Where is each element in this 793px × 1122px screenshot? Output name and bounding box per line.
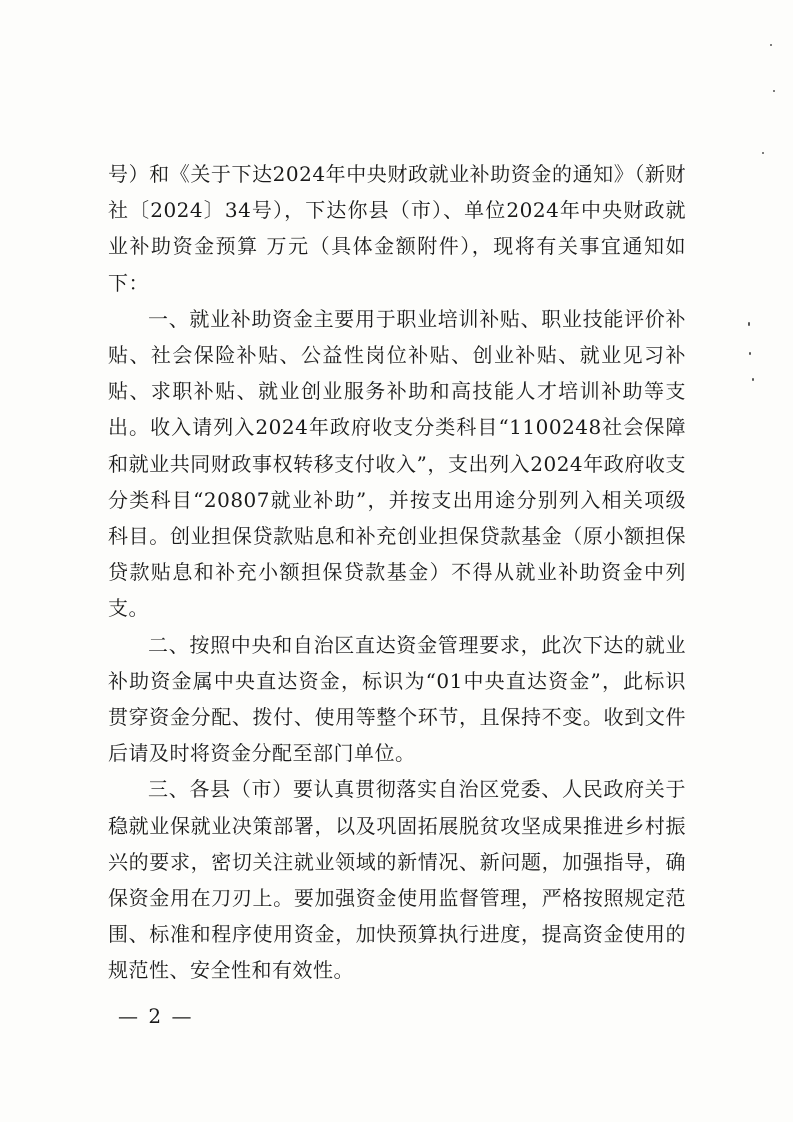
paragraph-continuation: 号）和《关于下达2024年中央财政就业补助资金的通知》（新财社〔2024〕34号），下达你县（市）、单位2024年中央财政就业补助资金预算 万元（具体金额附件），现将有关事宜通知如下： bbox=[108, 162, 686, 295]
scan-speck bbox=[762, 152, 764, 154]
scan-speck bbox=[748, 322, 750, 326]
scan-speck bbox=[749, 352, 751, 355]
scan-speck bbox=[770, 44, 772, 46]
page-number: — 2 — bbox=[118, 1004, 194, 1028]
document-body bbox=[108, 156, 686, 989]
scan-speck bbox=[752, 378, 754, 381]
paragraph-item-2: 二、按照中央和自治区直达资金管理要求，此次下达的就业补助资金属中央直达资金，标识为“01中央直达资金”，此标识贯穿资金分配、拨付、使用等整个环节，且保持不变。收到文件后请及时将资金分配至部门单位。 bbox=[108, 632, 686, 766]
paragraph-item-1: 一、就业补助资金主要用于职业培训补贴、职业技能评价补贴、社会保险补贴、公益性岗位补贴、创业补贴、就业见习补贴、求职补贴、就业创业服务补助和高技能人才培训补助等支出。收入请列入2024年政府收支分类科目“1100248社会保障和就业共同财政事权转移支付收入”，支出列入2024年政府收支分类科目“20807就业补助”，并按支出用途分别列入相关项级科目。创业担保贷款贴息和补充创业担保贷款基金（原小额担保贷款贴息和补充小额担保贷款基金）不得从就业补助资金中列支。 bbox=[108, 306, 686, 621]
paragraph-item-3: 三、各县（市）要认真贯彻落实自治区党委、人民政府关于稳就业保就业决策部署，以及巩固拓展脱贫攻坚成果推进乡村振兴的要求，密切关注就业领域的新情况、新问题，加强指导，确保资金用在刀刃上。要加强资金使用监督管理，严格按照规定范围、标准和程序使用资金，加快预算执行进度，提高资金使用的规范性、安全性和有效性。 bbox=[108, 777, 686, 983]
scan-speck bbox=[773, 90, 775, 92]
